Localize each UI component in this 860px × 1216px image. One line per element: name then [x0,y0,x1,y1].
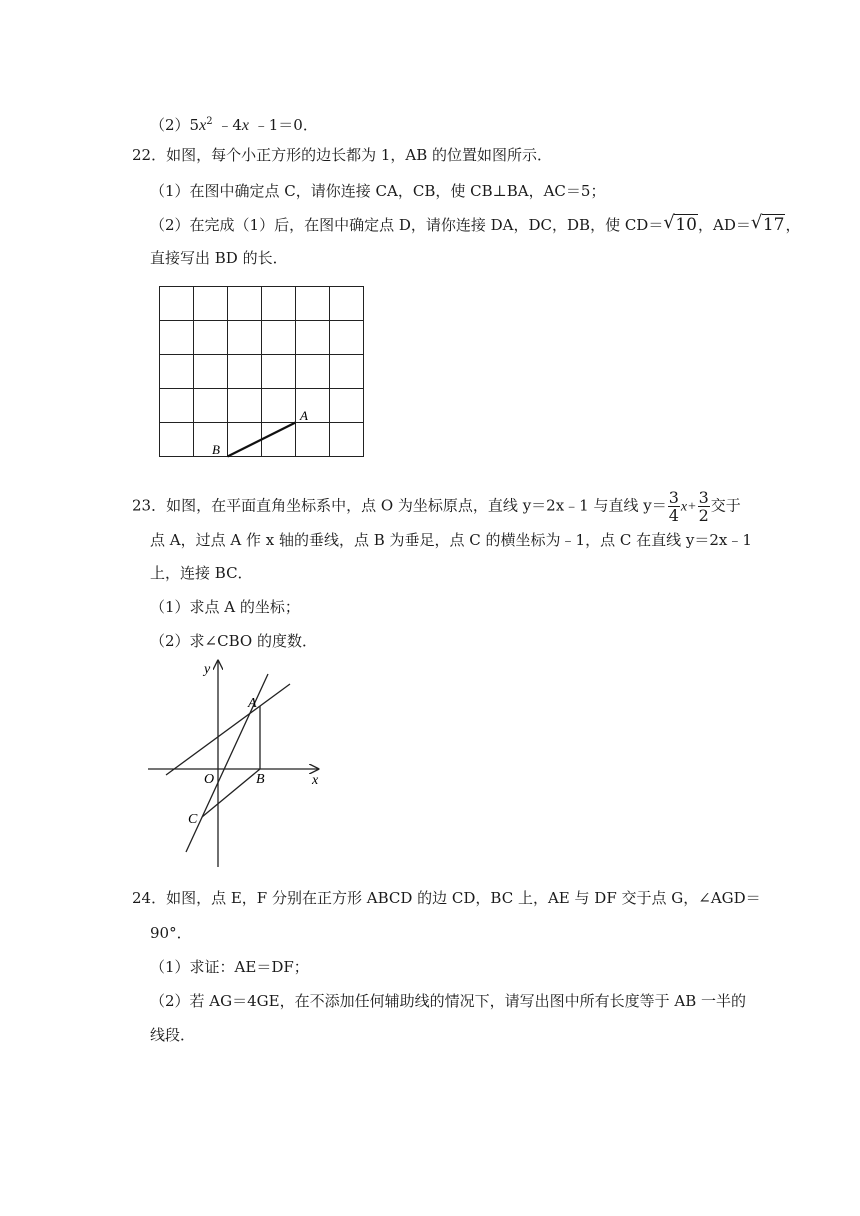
q24-part1: （1）求证：AE＝DF； [150,958,309,976]
label-x: x [312,773,319,788]
q21-exponent: 2 [206,116,213,127]
q22-part2-text-a: （2）在完成（1）后，在图中确定点 D，请你连接 DA，DC，DB，使 CD＝ [150,216,664,234]
q21-part2-mid: ﹣4 [212,116,242,134]
q22-part1: （1）在图中确定点 C，请你连接 CA，CB，使 CB⊥BA，AC＝5； [150,182,606,200]
sqrt-10: √ 10 [663,212,697,235]
q23-stem [132,489,741,524]
fraction-three-quarters: $\frac{3}{4}$ [668,488,679,525]
q24-line2: 90°． [150,924,192,942]
q23-mid: x+ [680,499,697,515]
q22-part2 [150,212,801,235]
q24-part2: （2）若 AG＝4GE，在不添加任何辅助线的情况下，请写出图中所有长度等于 AB 一半的 [150,992,746,1010]
label-c: C [188,812,198,827]
label-b: B [256,772,265,787]
q21-var-x: x [199,117,207,134]
q23-line3: 上，连接 BC． [150,564,253,582]
q23-part1: （1）求点 A 的坐标； [150,598,300,616]
q21-var-x2: x [241,117,249,134]
q22-part2-text-b: ，AD＝ [697,216,751,234]
label-b: B [212,442,220,457]
q22-stem: 22．如图，每个小正方形的边长都为 1，AB 的位置如图所示． [132,146,553,164]
q23-stem-b: 交于 [710,496,741,515]
q23-coordinate-figure [140,655,340,875]
label-a: A [248,696,257,711]
label-y: y [204,662,211,677]
q21-part2 [150,112,318,136]
q24-part2-line2: 线段． [150,1026,196,1044]
q24-line1: 24．如图，点 E，F 分别在正方形 ABCD 的边 CD，BC 上，AE 与 DF 交于点 G，∠AGD＝ [132,889,761,907]
q23-line2: 点 A，过点 A 作 x 轴的垂线，点 B 为垂足，点 C 的横坐标为﹣1，点 C 在直线 y＝2x﹣1 [150,531,752,549]
q21-part2-prefix: （2）5 [150,116,200,134]
grid-lines [160,287,364,457]
fraction-three-halves: $\frac{3}{2}$ [698,488,709,525]
q22-part2-text-c: ， [785,216,801,234]
q22-grid-figure [150,280,380,465]
label-o: O [204,772,215,787]
sqrt-17: √ 17 [750,212,785,235]
q23-stem-a: 23．如图，在平面直角坐标系中，点 O 为坐标原点，直线 y＝2x﹣1 与直线 y＝ [132,496,667,515]
q21-part2-end: ﹣1＝0． [249,116,318,134]
label-a: A [300,408,308,423]
q23-part2: （2）求∠CBO 的度数． [150,632,317,650]
q22-part2-line2: 直接写出 BD 的长． [150,249,288,267]
